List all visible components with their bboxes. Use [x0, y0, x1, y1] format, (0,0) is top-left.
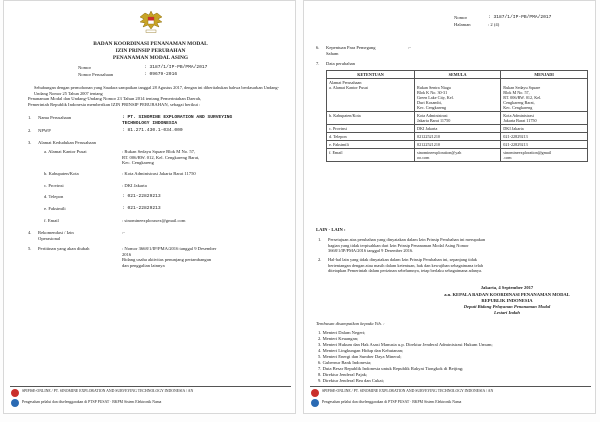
footer-line-2: Pengesahan pelalui dan diselenggarakan di PTSP PUSAT · BKPM Sistem Elektronik Nama [322, 400, 462, 404]
intro-paragraph-1: Sehubungan dengan permohonan yang Saudara sampaikan tanggal 28 Agustus 2017, dengan ini diberitahukan bahwa berdasarkan Undang-Undang Nomor 25 Tahun 2007 tentang [34, 85, 280, 96]
item-value: :- [122, 230, 125, 235]
list-item: 1. Menteri Dalam Negeri; [318, 330, 366, 335]
address-label: f. Email [44, 218, 59, 223]
table-row [327, 141, 588, 149]
table-cell: Kota Administrasi Jakarta Barat 11750 [414, 112, 500, 125]
table-cell: sinomineexploration@yah oo.com [414, 149, 500, 162]
lain-lain-heading: LAIN - LAIN : [316, 227, 346, 232]
footer-line-2: Pengesahan pelalui dan diselenggarakan di PTSP PUSAT · BKPM Sistem Elektronik Nama [22, 400, 162, 404]
spipise-logo-icon [11, 389, 19, 397]
address-value: : Kota Administrasi Jakarta Barat 11750 [122, 171, 196, 176]
table-cell: sinomineexploration@gmail .com [501, 149, 588, 162]
list-item: 2. Menteri Keuangan; [318, 336, 359, 341]
page-1 [3, 0, 296, 414]
address-label: d. Telepon [44, 194, 64, 199]
table-cell: DKI Jakarta [501, 125, 588, 133]
table-row [327, 112, 588, 125]
table-cell: Rukan Sentra Niaga Blok K No. 30-31 Green Lake City, Kel. Duri Kosambi, Kec. Cengkareng [414, 79, 500, 112]
item-number: 4. [28, 230, 32, 235]
page-2 [303, 0, 596, 414]
garuda-emblem-icon [137, 8, 165, 36]
table-cell: Alamat Perusahaan a. Alamat Kantor Pusat [327, 79, 415, 112]
list-item: 5. Menteri Energi dan Sumber Daya Mineral; [318, 354, 402, 359]
spipise-logo-icon [311, 389, 319, 397]
address-label: a. Alamat Kantor Pusat [44, 149, 87, 154]
item-value: : Nomor 3668/1/IP/PMA/2016 tanggal 9 Desember 2016 Bidang usaha aktivitas penunjang pertambangan dan penggalian lainnya [122, 246, 217, 268]
table-cell: DKI Jakarta [414, 125, 500, 133]
footer-line-1: SPIPISE-ONLINE / PT. SINOMINE EXPLORATION AND SURVEYING TECHNOLOGY INDONESIA / AN [22, 389, 194, 393]
item-label: Rekomendasi / Izin Operasional [38, 230, 74, 241]
column-header: KETENTUAN [327, 71, 415, 79]
footer-line-1: SPIPISE-ONLINE / PT. SINOMINE EXPLORATION AND SURVEYING TECHNOLOGY INDONESIA / AN [322, 389, 494, 393]
table-row [327, 79, 588, 112]
address-value: : DKI Jakarta [122, 183, 147, 188]
table-cell: 021-22829213 [501, 133, 588, 141]
item-value: :- [408, 45, 411, 50]
item-number: 5. [28, 246, 32, 251]
bkpm-logo-icon [11, 399, 19, 407]
table-cell: c. Provinsi [327, 125, 415, 133]
table-header-row [327, 71, 588, 79]
signatory-position: Deputi Bidang Pelayanan Penanaman Modal [463, 304, 551, 309]
table-cell: d. Telepon [327, 133, 415, 141]
address-value: : 021-22829213 [122, 194, 161, 199]
change-table [326, 70, 588, 162]
nomor-perusahaan-value: : 09679-2016 [144, 72, 178, 77]
table-row [327, 149, 588, 162]
halaman-label: Halaman [454, 22, 471, 27]
npwp-value: : 81.271.430.1-034.000 [122, 128, 183, 133]
item-label: NPWP [38, 128, 51, 133]
nomor-perusahaan-label: Nomor Perusahaan [78, 72, 114, 77]
lain-lain-paragraph-1: Persetujuan atas perubahan yang dinyatakan dalam Izin Prinsip Perubahan ini merupakan bagian yang tidak terpisahkan dari Izin Prinsip Penanaman Modal Asing Nomor 3668/1/IP/PMA/2016 tanggal 9 Desember 2016. [328, 237, 486, 254]
item-label: Pertitinan yang akan diubah [38, 246, 90, 251]
cc-heading: Tembusan disampaikan kepada Yth. : [316, 321, 385, 326]
item-number: 1. [318, 237, 322, 242]
item-label: Nama Perusahaan [38, 115, 72, 120]
table-cell: b. Kabupaten/Kota [327, 112, 415, 125]
item-number: 2. [318, 257, 322, 262]
table-cell: 02122521210 [414, 141, 500, 149]
item-number: 1. [28, 115, 32, 120]
item-label: Data perubahan [326, 61, 355, 66]
nomor-value: : 3187/1/IP-PB/PMA/2017 [488, 15, 552, 20]
address-label: c. Provinsi [44, 183, 64, 188]
address-value: : 021-22829213 [122, 206, 161, 211]
item-number: 3. [28, 140, 32, 145]
place-date: Jakarta, 4 September 2017 [480, 285, 534, 290]
table-cell: Rukan Sedayu Square Blok M No. 57, RT. 006/RW. 012, Kel. Cengkareng Barat, Kec. Cengkareng [501, 79, 588, 112]
list-item: 4. Menteri Lingkungan Hidup dan Kehutanan; [318, 348, 404, 353]
doc-title: IZIN PRINSIP PERUBAHAN [115, 48, 186, 54]
item-label: Alamat Kedudukan Perusahaan [38, 140, 96, 145]
signatory-line-1: a.n. KEPALA BADAN KOORDINASI PENANAMAN MODAL [444, 292, 570, 297]
signatory-name: Lestari Indah [494, 310, 520, 315]
halaman-value: : 2 (4) [488, 22, 500, 27]
signatory-line-2: REPUBLIK INDONESIA [481, 298, 533, 303]
list-item: 7. Duta Besar Republik Indonesia untuk Republik Rakyat Tiongkok di Beijing; [318, 366, 464, 371]
nomor-value: : 3187/1/IP-PB/PMA/2017 [144, 65, 208, 70]
address-label: b. Kabupaten/Kota [44, 171, 79, 176]
agency-name: BADAN KOORDINASI PENANAMAN MODAL [93, 41, 208, 47]
table-cell: f. Email [327, 149, 415, 162]
company-name: : PT. SINOMINE EXPLORATION AND SURVEYING TECHNOLOGY INDONESIA [122, 115, 233, 126]
intro-paragraph-3: Pemerintah Republik Indonesia memberikan IZIN PRINSIP PERUBAHAN, sebagai berikut : [28, 102, 201, 107]
item-number: 6. [316, 45, 320, 50]
list-item: 8. Direktur Jenderal Pajak; [318, 372, 368, 377]
table-cell: e. Faksimili [327, 141, 415, 149]
table-row [327, 125, 588, 133]
lain-lain-paragraph-2: Hal-hal lain yang tidak dinyatakan dalam Izin Prinsip Perubahan ini, sepanjang tidak bertentangan dengan atau masih dalam ketentuan, hak dan kewajiban sebagaimana telah ditetapkan Pemerintah dalam perizinan sebelumnya, tetap berlaku sebagaimana adanya. [328, 257, 483, 274]
table-cell: 02122521210 [414, 133, 500, 141]
bkpm-logo-icon [311, 399, 319, 407]
table-cell: Kota Administrasi Jakarta Barat 11750 [501, 112, 588, 125]
table-row [327, 133, 588, 141]
item-number: 7. [316, 61, 320, 66]
address-label: e. Faksimili [44, 206, 66, 211]
address-value: : Rukan Sedayu Square Blok M No. 57, RT. 006/RW. 012, Kel. Cengkareng Barat, Kec. Cengkareng [122, 149, 200, 166]
table-cell: 021-22829213 [501, 141, 588, 149]
nomor-label: Nomor [454, 15, 468, 20]
list-item: 3. Menteri Hukum dan Hak Asasi Manusia u.p. Direktur Jenderal Administrasi Hukum Umum; [318, 342, 493, 347]
item-label: Kepentuan Para Pemegang Saham [326, 45, 376, 56]
column-header: SEMULA [414, 71, 500, 79]
list-item: 9. Direktur Jenderal Bea dan Cukai; [318, 378, 385, 383]
column-header: MENJADI [501, 71, 588, 79]
list-item: 6. Gubernur Bank Indonesia; [318, 360, 372, 365]
item-number: 2. [28, 128, 32, 133]
doc-subtitle: PENANAMAN MODAL ASING [112, 55, 189, 61]
footer-divider [10, 386, 291, 387]
address-value: : sinomineexploraxex@gmail.com [122, 218, 186, 223]
footer-divider [310, 386, 591, 387]
nomor-label: Nomor [78, 65, 92, 70]
intro-paragraph-2: Penanaman Modal dan Undang-Undang Nomor 23 Tahun 2014 tentang Pemerintahan Daerah, [28, 96, 202, 101]
